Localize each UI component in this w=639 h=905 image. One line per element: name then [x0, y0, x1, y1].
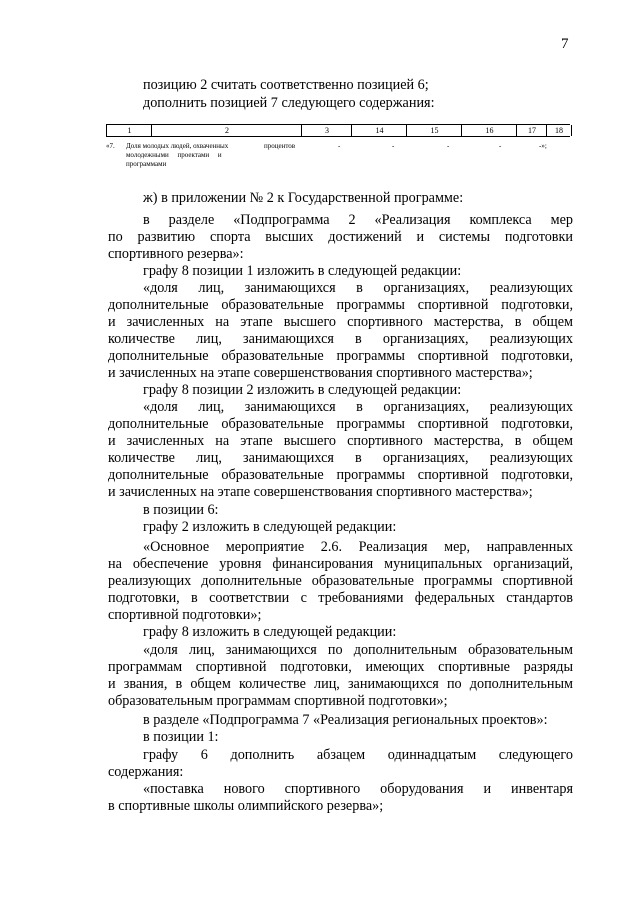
table-cell-unit: процентов — [264, 142, 296, 150]
table-header-cell: 17 — [516, 125, 547, 136]
text-line: количестве лиц, занимающихся в организациях, реализующих — [108, 450, 573, 466]
table-header-cell: 16 — [461, 125, 517, 136]
table-cell-name-line: Доля молодых людей, охваченных — [126, 142, 229, 150]
text-line: спортивной подготовки»; — [108, 607, 262, 623]
text-line: графу 8 позиции 2 изложить в следующей редакции: — [143, 382, 462, 398]
text-line: «поставка нового спортивного оборудования и инвентаря — [143, 781, 573, 797]
text-line: «доля лиц, занимающихся по дополнительным образовательным — [143, 642, 573, 658]
text-line: и зачисленных на этапе высшего спортивного мастерства, в общем — [108, 314, 573, 330]
text-line: образовательным программам спортивной подготовки»; — [108, 693, 448, 709]
text-line: графу 8 изложить в следующей редакции: — [143, 624, 397, 640]
text-line: количестве лиц, занимающихся в организациях, реализующих — [108, 331, 573, 347]
text-line: графу 8 позиции 1 изложить в следующей редакции: — [143, 263, 462, 279]
text-line: «Основное мероприятие 2.6. Реализация мер, направленных — [143, 539, 573, 555]
text-line: и зачисленных на этапе высшего спортивного мастерства, в общем — [108, 433, 573, 449]
table-cell-value: - — [392, 142, 395, 150]
text-line: в разделе «Подпрограмма 7 «Реализация региональных проектов»: — [143, 712, 548, 728]
text-line: в позиции 6: — [143, 502, 219, 518]
text-line: программам спортивной подготовки, имеющих спортивные разряды — [108, 659, 573, 675]
table-header-cell: 18 — [546, 125, 572, 136]
text-line: в спортивные школы олимпийского резерва»; — [108, 798, 384, 814]
text-line: содержания: — [108, 764, 184, 780]
table-cell-value: - — [338, 142, 341, 150]
table-header-cell: 1 — [106, 125, 152, 136]
table-header-row — [106, 124, 570, 137]
text-line: «доля лиц, занимающихся в организациях, реализующих — [143, 280, 573, 296]
table-header-cell: 15 — [406, 125, 462, 136]
text-line: графу 2 изложить в следующей редакции: — [143, 519, 397, 535]
table-cell-value: - — [447, 142, 450, 150]
table-cell-name — [126, 142, 256, 169]
table-cell-name-line: программами — [126, 160, 167, 168]
text-line: «доля лиц, занимающихся в организациях, реализующих — [143, 399, 573, 415]
intro-line: дополнить позицией 7 следующего содержания: — [143, 95, 435, 111]
text-line: в позиции 1: — [143, 729, 219, 745]
text-line: ж) в приложении № 2 к Государственной программе: — [143, 190, 464, 206]
text-line: в разделе «Подпрограмма 2 «Реализация комплекса мер — [143, 212, 573, 228]
text-line: графу 6 дополнить абзацем одиннадцатым следующего — [143, 747, 573, 763]
text-line: и зачисленных на этапе совершенствования спортивного мастерства»; — [108, 484, 533, 500]
text-line: дополнительные образовательные программы спортивной подготовки, — [108, 348, 573, 364]
text-line: на обеспечение уровня финансирования муниципальных организаций, — [108, 556, 573, 572]
table-header-cell: 14 — [351, 125, 407, 136]
intro-line: позицию 2 считать соответственно позицией 6; — [143, 77, 429, 93]
text-line: спортивного резерва»: — [108, 246, 244, 262]
text-line: дополнительные образовательные программы спортивной подготовки, — [108, 467, 573, 483]
text-line: и звания, в общем количестве лиц, занимающихся по дополнительным — [108, 676, 573, 692]
text-line: дополнительные образовательные программы спортивной подготовки, — [108, 297, 573, 313]
table-header-cell: 2 — [151, 125, 302, 136]
table-cell-value: - — [499, 142, 502, 150]
text-line: по развитию спорта высших достижений и системы подготовки — [108, 229, 573, 245]
table-cell-number: «7. — [106, 142, 115, 150]
table-header-cell: 3 — [301, 125, 352, 136]
table-cell-name-line: молодежными проектами и — [126, 151, 222, 159]
text-line: и зачисленных на этапе совершенствования спортивного мастерства»; — [108, 365, 533, 381]
table-cell-value: -»; — [539, 142, 547, 150]
text-line: дополнительные образовательные программы спортивной подготовки, — [108, 416, 573, 432]
text-line: подготовки, в соответствии с требованиями федеральных стандартов — [108, 590, 573, 606]
page-number: 7 — [561, 36, 569, 52]
text-line: реализующих дополнительные образовательные программы спортивной — [108, 573, 573, 589]
